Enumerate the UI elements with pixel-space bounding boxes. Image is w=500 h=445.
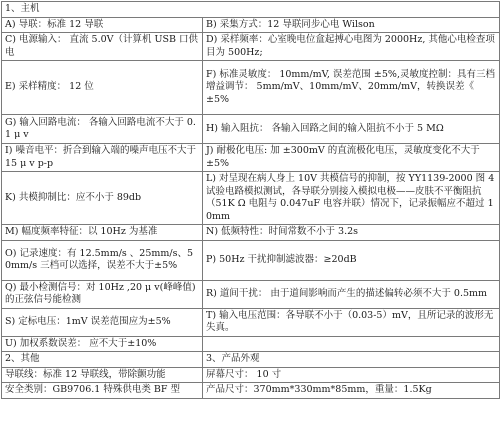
spec-r-crosstalk: R) 道间干扰： 由于道间影响而产生的描述偏转必须不大于 0.5mm [203,280,500,308]
spec-c-power: C) 电源输入： 直流 5.0V（计算机 USB 口供电 [2,33,203,61]
appearance-product-size: 产品尺寸：370mm*330mm*85mm，重量：1.5Kg [203,383,500,399]
other-lead-wire: 导联线：标准 12 导联线，带除颤功能 [2,367,203,383]
section-title-appearance: 3、产品外观 [203,352,500,368]
spec-i-noise: I) 噪音电平：折合到输入端的噪声电压不大于 15 μ v p-p [2,144,203,172]
spec-t-input-range: T) 输入电压范围：各导联不小于（0.03-5）mV，且所记录的波形无失真。 [203,308,500,336]
section-title-host: 1、主机 [2,2,500,18]
appearance-screen-size: 屏幕尺寸： 10 寸 [203,367,500,383]
spec-h-impedance: H) 输入阻抗： 各输入回路之间的输入阻抗不小于 5 MΩ [203,115,500,144]
spec-o-speed: O) 记录速度：有 12.5mm/s 、25mm/s、50mm/s 三档可以选择，误差不大于±5% [2,240,203,280]
spec-j-polarization: J) 耐极化电压: 加 ±300mV 的直流极化电压，灵敏度变化不大于 ±5% [203,144,500,172]
spec-table [1,1,500,399]
spec-empty-cell [203,336,500,352]
spec-u-weighting: U) 加权系数误差： 应不大于±10% [2,336,203,352]
spec-n-low-frequency: N) 低频特性：时间常数不小于 3.2s [203,225,500,241]
spec-l-common-mode: L) 对呈现在病人身上 10V 共模信号的抑制，按 YY1139-2000 图 4 试验电路模拟测试，各导联分别接入模拟电极——皮肤不平衡阻抗（51K Ω 电阻与 0.047uF 电容并联）情况下，记录振幅应不超过 10mm [203,172,500,225]
spec-m-frequency: M) 幅度频率特征：以 10Hz 为基准 [2,225,203,241]
spec-a-leads: A) 导联：标准 12 导联 [2,17,203,33]
spec-d-sample-rate: D) 采样频率：心室晚电位盒起搏心电图为 2000Hz, 其他心电检查项目为 500Hz; [203,33,500,61]
spec-p-filter: P) 50Hz 干扰抑制滤波器：≥20dB [203,240,500,280]
spec-k-cmrr: K) 共模抑制比：应不小于 89db [2,172,203,225]
spec-b-acquisition: B) 采集方式：12 导联同步心电 Wilson [203,17,500,33]
spec-s-calibration: S) 定标电压：1mV 误差范围应为±5% [2,308,203,336]
spec-q-min-signal: Q) 最小检测信号：对 10Hz ,20 μ v(峰峰值)的正弦信号能检测 [2,280,203,308]
spec-e-precision: E) 采样精度： 12 位 [2,61,203,115]
section-title-other: 2、其他 [2,352,203,368]
other-safety-class: 安全类别：GB9706.1 特殊供电类 BF 型 [2,383,203,399]
spec-g-loop-current: G) 输入回路电流： 各输入回路电流不大于 0.1 μ v [2,115,203,144]
spec-f-sensitivity: F) 标准灵敏度： 10mm/mV, 误差范围 ±5%,灵敏度控制：具有三档增益调节： 5mm/mV、10mm/mV、20mm/mV，转换误差《 ±5% [203,61,500,115]
